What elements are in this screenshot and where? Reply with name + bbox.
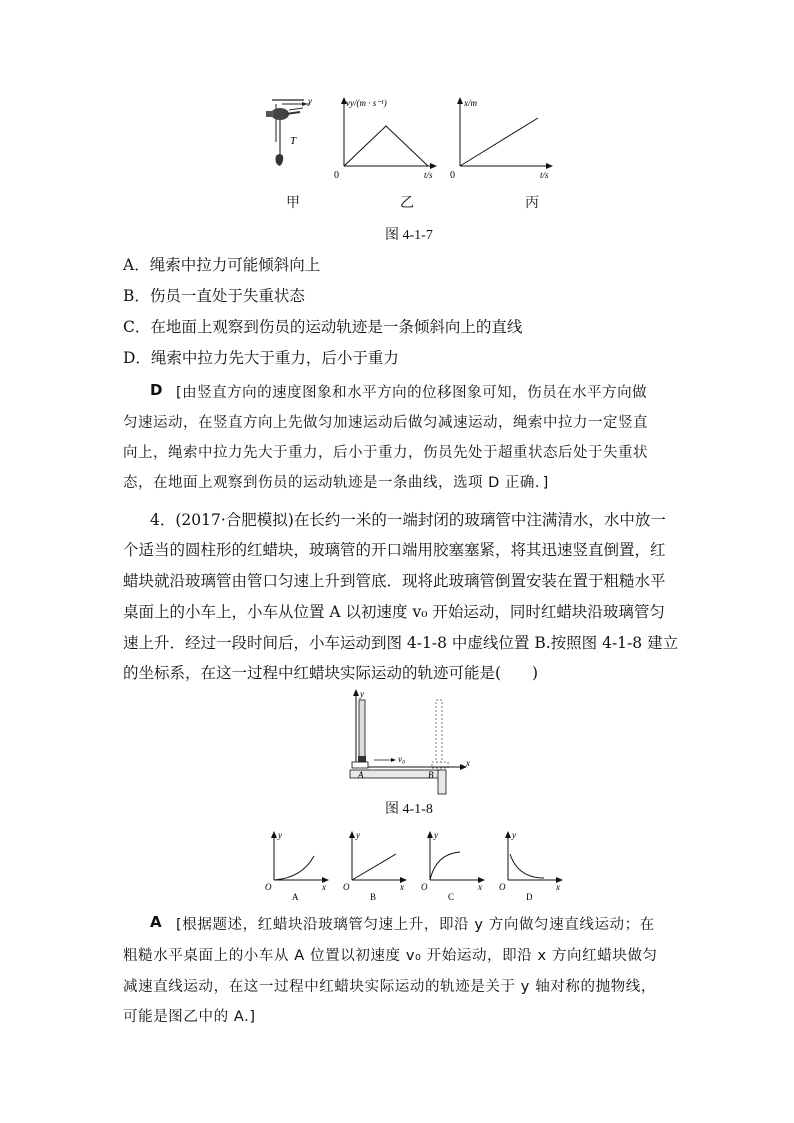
panel-label-jia: 甲 [286, 196, 300, 211]
svg-text:O: O [343, 882, 350, 892]
graph-option-a [262, 828, 334, 904]
glass-tube-a [359, 700, 365, 762]
q4-answer-line-3: 减速直线运动，在这一过程中红蜡块实际运动的轨迹是关于 y 轴对称的抛物线， [123, 979, 656, 995]
option-b: B．伤员一直处于失重状态 [123, 287, 305, 305]
svg-text:x: x [478, 882, 482, 892]
graph-option-d [496, 828, 568, 904]
option-d: D．绳索中拉力先大于重力，后小于重力 [123, 349, 399, 367]
figure-4-1-8-apparatus [348, 688, 478, 798]
figure-caption-4-1-7: 图 4-1-7 [385, 228, 433, 243]
svg-text:O: O [265, 882, 272, 892]
bing-ylabel: x/m [464, 98, 477, 108]
bing-origin: 0 [450, 170, 455, 180]
q3-answer-line-1: [由竖直方向的速度图象和水平方向的位移图象可知，伤员在水平方向做 [176, 385, 648, 401]
q4-answer-letter: A [150, 913, 162, 931]
q3-answer-line-2: 匀速运动，在竖直方向上先做匀加速运动后做匀减速运动，绳索中拉力一定竖直 [123, 415, 648, 431]
graph-label-c: C [448, 892, 455, 902]
svg-text:y: y [278, 830, 282, 840]
q3-answer-line-4: 态，在地面上观察到伤员的运动轨迹是一条曲线，选项 D 正确．] [123, 475, 549, 491]
graph-option-c [418, 828, 490, 904]
svg-text:y: y [434, 830, 438, 840]
panel-label-bing: 丙 [525, 196, 539, 211]
panel-label-yi: 乙 [400, 196, 414, 211]
q4-answer-line-2: 粗糙水平桌面上的小车从 A 位置以初速度 v₀ 开始运动，即沿 x 方向红蜡块做匀 [123, 948, 658, 964]
curve-b [352, 854, 396, 880]
curve-d [510, 854, 544, 878]
svg-text:O: O [499, 882, 506, 892]
q4-line-2: 个适当的圆柱形的红蜡块，玻璃管的开口端用胶塞塞紧，将其迅速竖直倒置，红 [123, 541, 666, 559]
displacement-line [460, 118, 538, 166]
rope-tension-label: T [290, 135, 297, 147]
figure-caption-4-1-8: 图 4-1-8 [385, 802, 433, 817]
fig2-pos-a: A [358, 770, 364, 780]
red-wax-block [358, 756, 366, 762]
vy-t-graph [332, 94, 442, 180]
svg-text:x: x [400, 882, 404, 892]
yi-origin: 0 [334, 170, 339, 180]
bing-xlabel: t/s [540, 170, 549, 180]
q4-line-5: 速上升．经过一段时间后，小车运动到图 4-1-8 中虚线位置 B.按照图 4-1-8 建立 [123, 634, 679, 652]
svg-text:O: O [421, 882, 428, 892]
axis-y-label: y [308, 96, 312, 106]
q4-line-3: 蜡块就沿玻璃管由管口匀速上升到管底．现将此玻璃管倒置安装在置于粗糙水平 [123, 572, 666, 590]
q4-line-4: 桌面上的小车上，小车从位置 A 以初速度 v₀ 开始运动，同时红蜡块沿玻璃管匀 [123, 603, 665, 621]
svg-text:x: x [556, 882, 560, 892]
q4-answer-line-1: [根据题述，红蜡块沿玻璃管匀速上升，即沿 y 方向做匀速直线运动；在 [176, 917, 655, 933]
yi-ylabel: vy/(m · s⁻¹) [346, 98, 387, 108]
fig2-v0: v₀ [398, 754, 406, 764]
fig2-axis-y: y [360, 689, 364, 699]
q4-answer-line-4: 可能是图乙中的 A.] [123, 1009, 256, 1025]
svg-text:y: y [356, 830, 360, 840]
option-a: A．绳索中拉力可能倾斜向上 [123, 256, 321, 274]
option-c: C．在地面上观察到伤员的运动轨迹是一条倾斜向上的直线 [123, 318, 523, 336]
velocity-line [344, 126, 428, 166]
glass-tube-b [436, 700, 442, 762]
curve-a [274, 856, 314, 880]
q4-line-6: 的坐标系，在这一过程中红蜡块实际运动的轨迹可能是( ) [123, 664, 539, 682]
q3-answer-line-3: 向上，绳索中拉力先大于重力，后小于重力，伤员先处于超重状态后处于失重状 [123, 445, 648, 461]
graph-label-d: D [526, 892, 533, 902]
yi-xlabel: t/s [424, 170, 433, 180]
svg-text:x: x [322, 882, 326, 892]
graph-label-b: B [370, 892, 377, 902]
svg-text:y: y [512, 830, 516, 840]
graph-label-a: A [292, 892, 299, 902]
q3-answer-letter: D [150, 381, 163, 399]
curve-c [430, 852, 460, 880]
helicopter-diagram [260, 92, 320, 180]
q4-line-1: 4．(2017·合肥模拟)在长约一米的一端封闭的玻璃管中注满清水，水中放一 [150, 511, 666, 529]
x-t-graph [448, 94, 558, 180]
fig2-pos-b: B [428, 770, 434, 780]
fig2-axis-x: x [466, 758, 470, 768]
graph-option-b [340, 828, 412, 904]
